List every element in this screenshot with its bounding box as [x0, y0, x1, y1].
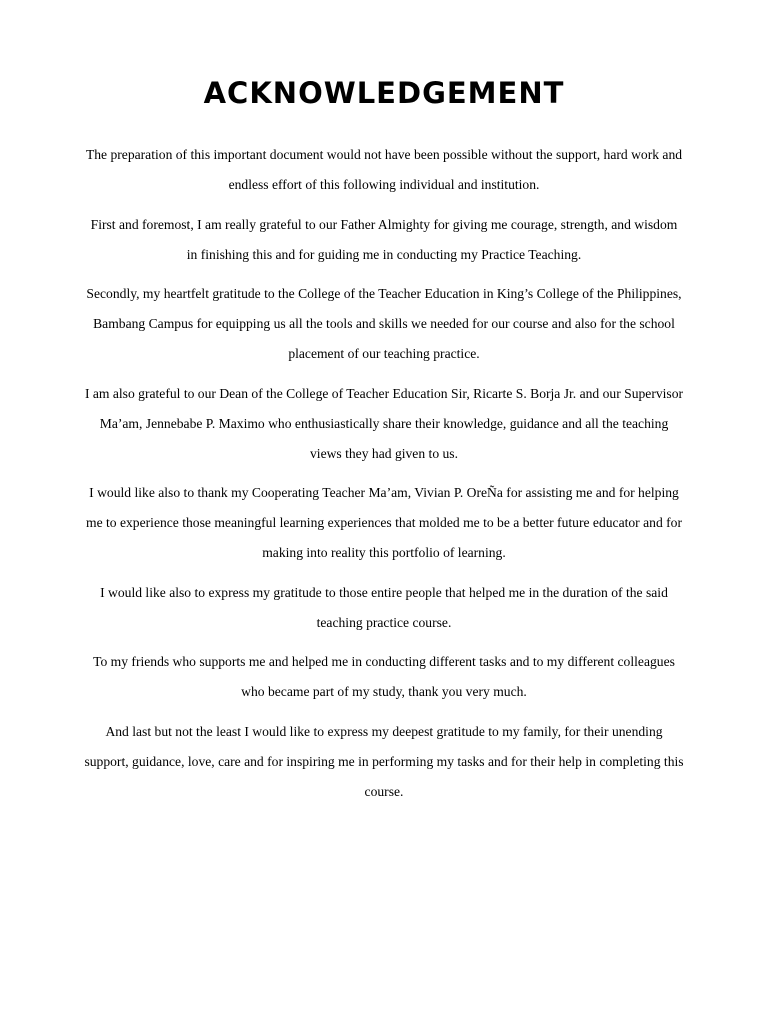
paragraph-7: To my friends who supports me and helped me in conducting different tasks and to my different colleagues who became part of my study, thank you very much. — [93, 654, 675, 699]
paragraph-3: Secondly, my heartfelt gratitude to the College of the Teacher Education in King’s College of the Philippines, Bambang Campus for equipping us all the tools and skills we needed for our course and also for the school placement of our teaching practice. — [86, 286, 682, 361]
page-title: ACKNOWLEDGEMENT — [203, 76, 565, 110]
paragraph-8: And last but not the least I would like to express my deepest gratitude to my family, for their unending support, guidance, love, care and for inspiring me in performing my tasks and for their help in completing this course. — [84, 723, 684, 799]
paragraph-5: I would like also to thank my Cooperating Teacher Ma’am, Vivian P. OreÑa for assisting me and for helping me to experience those meaningful learning experiences that molded me to be a better future educator and for making into reality this portfolio of learning. — [86, 485, 682, 560]
paragraph-1: The preparation of this important document would not have been possible without the support, hard work and endless effort of this following individual and institution. — [85, 147, 683, 192]
acknowledgement-body — [84, 140, 684, 816]
paragraph-2: First and foremost, I am really grateful to our Father Almighty for giving me courage, strength, and wisdom in finishing this and for guiding me in conducting my Practice Teaching. — [90, 216, 678, 262]
paragraph-6: I would like also to express my gratitude to those entire people that helped me in the duration of the said teaching practice course. — [100, 584, 668, 630]
paragraph-4: I am also grateful to our Dean of the College of Teacher Education Sir, Ricarte S. Borja Jr. and our Supervisor Ma’am, Jennebabe P. Maximo who enthusiastically share their knowledge, guidance and all the teaching views they had given to us. — [84, 385, 684, 461]
